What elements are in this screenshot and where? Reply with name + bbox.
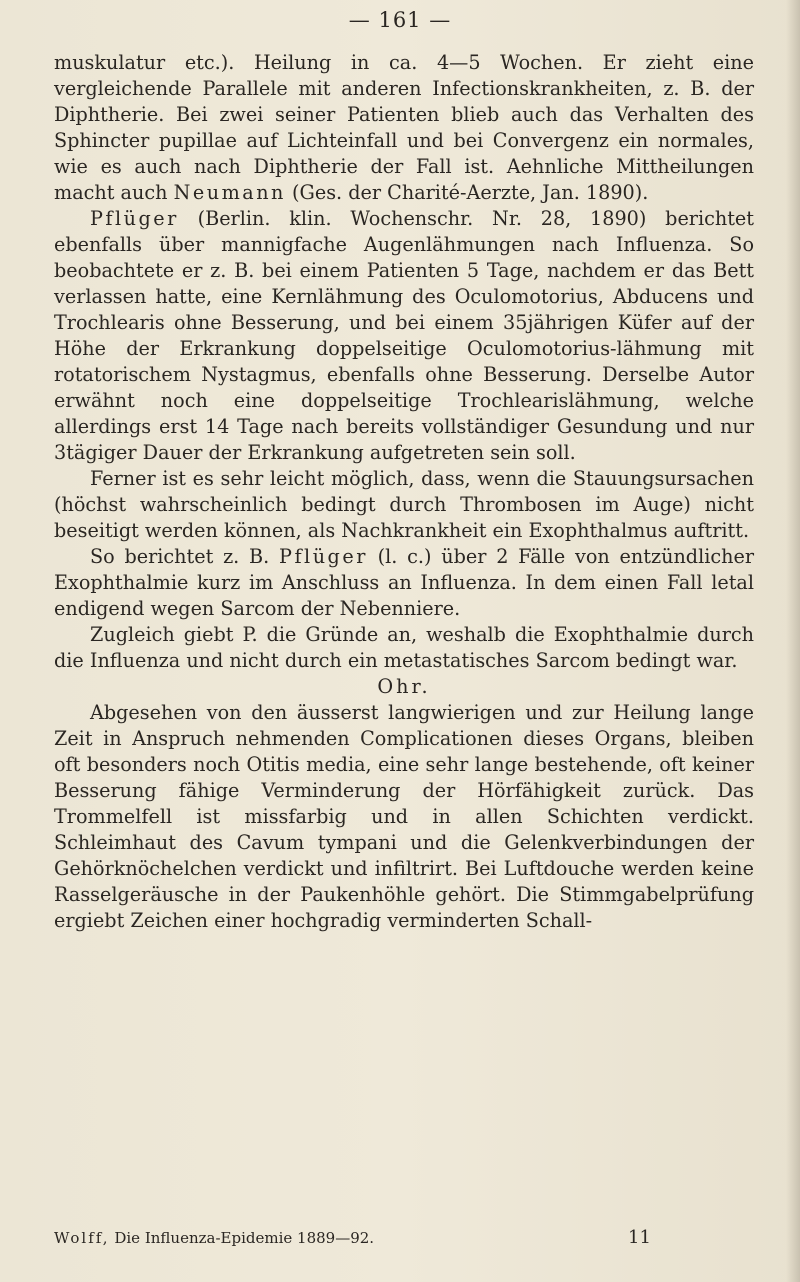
paragraph-4 [54,544,754,622]
body-text [54,50,754,934]
paragraph-1-text: muskulatur etc.). Heilung in ca. 4—5 Wochen. Er zieht eine vergleichende Parallele mit anderen Infectionskrankheiten, z. B. der Diphtherie. Bei zwei seiner Patienten blieb auch das Verhalten des Sphincter pupillae auf Lichteinfall und bei Convergenz ein normales, wie es auch nach Diphtherie der Fall ist. Aehnliche Mittheilungen macht auch [54,51,754,204]
paragraph-3: Ferner ist es sehr leicht möglich, dass, wenn die Stauungsursachen (höchst wahrscheinlich bedingt durch Thrombosen im Auge) nicht beseitigt werden können, als Nachkrankheit ein Exophthalmus auftritt. [54,467,754,542]
paragraph-5: Zugleich giebt P. die Gründe an, weshalb die Exophthalmie durch die Influenza und nicht durch ein metastatisches Sarcom bedingt war. [54,623,754,672]
footer-author: Wolff, [54,1229,110,1247]
paragraph-1 [54,50,754,206]
author-name-pflueger: Pflüger [90,207,179,230]
footer-line [54,1228,754,1248]
page-number: — 161 — [348,8,452,32]
paragraph-4-lead: So berichtet z. B. [90,545,270,568]
footer-title: Die Influenza-Epidemie 1889—92. [114,1229,375,1247]
author-name-pflueger-2: Pflüger [279,545,368,568]
author-name-neumann: Neumann [173,181,286,204]
section-heading: Ohr. [377,675,431,698]
paragraph-2-text: (Berlin. klin. Wochenschr. Nr. 28, 1890) berichtet ebenfalls über mannigfache Augenlähmungen nach Influenza. So beobachtete er z. B. bei einem Patienten 5 Tage, nachdem er das Bett verlassen hatte, eine Kernlähmung des Oculomotorius, Abducens und Trochlearis ohne Besserung, und bei einem 35jährigen Küfer auf der Höhe der Erkrankung doppelseitige Oculomotorius-lähmung mit rotatorischem Nystagmus, ebenfalls ohne Besserung. Derselbe Autor erwähnt noch eine doppelseitige Trochlearislähmung, welche allerdings erst 14 Tage nach bereits vollständiger Gesundung und nur 3tägiger Dauer der Erkrankung aufgetreten sein soll. [54,207,754,464]
paragraph-4-text: (l. c.) über 2 Fälle von entzündlicher Exophthalmie kurz im Anschluss an Influenza. In dem einen Fall letal endigend wegen Sarcom der Nebenniere. [54,545,754,620]
footer-signature: 11 [628,1227,651,1248]
paragraph-1-citation: (Ges. der Charité-Aerzte, Jan. 1890). [292,181,649,204]
paragraph-2 [54,206,754,466]
paragraph-6: Abgesehen von den äusserst langwierigen und zur Heilung lange Zeit in Anspruch nehmenden Complicationen dieses Organs, bleiben oft besonders noch Otitis media, eine sehr lange bestehende, oft keiner Besserung fähige Verminderung der Hörfähigkeit zurück. Das Trommelfell ist missfarbig und in allen Schichten verdickt. Schleimhaut des Cavum tympani und die Gelenkverbindungen der Gehörknöchelchen verdickt und infiltrirt. Bei Luftdouche werden keine Rasselgeräusche in der Paukenhöhle gehört. Die Stimmgabelprüfung ergiebt Zeichen einer hochgradig verminderten Schall- [54,701,754,932]
page-edge-shadow [786,0,800,1282]
